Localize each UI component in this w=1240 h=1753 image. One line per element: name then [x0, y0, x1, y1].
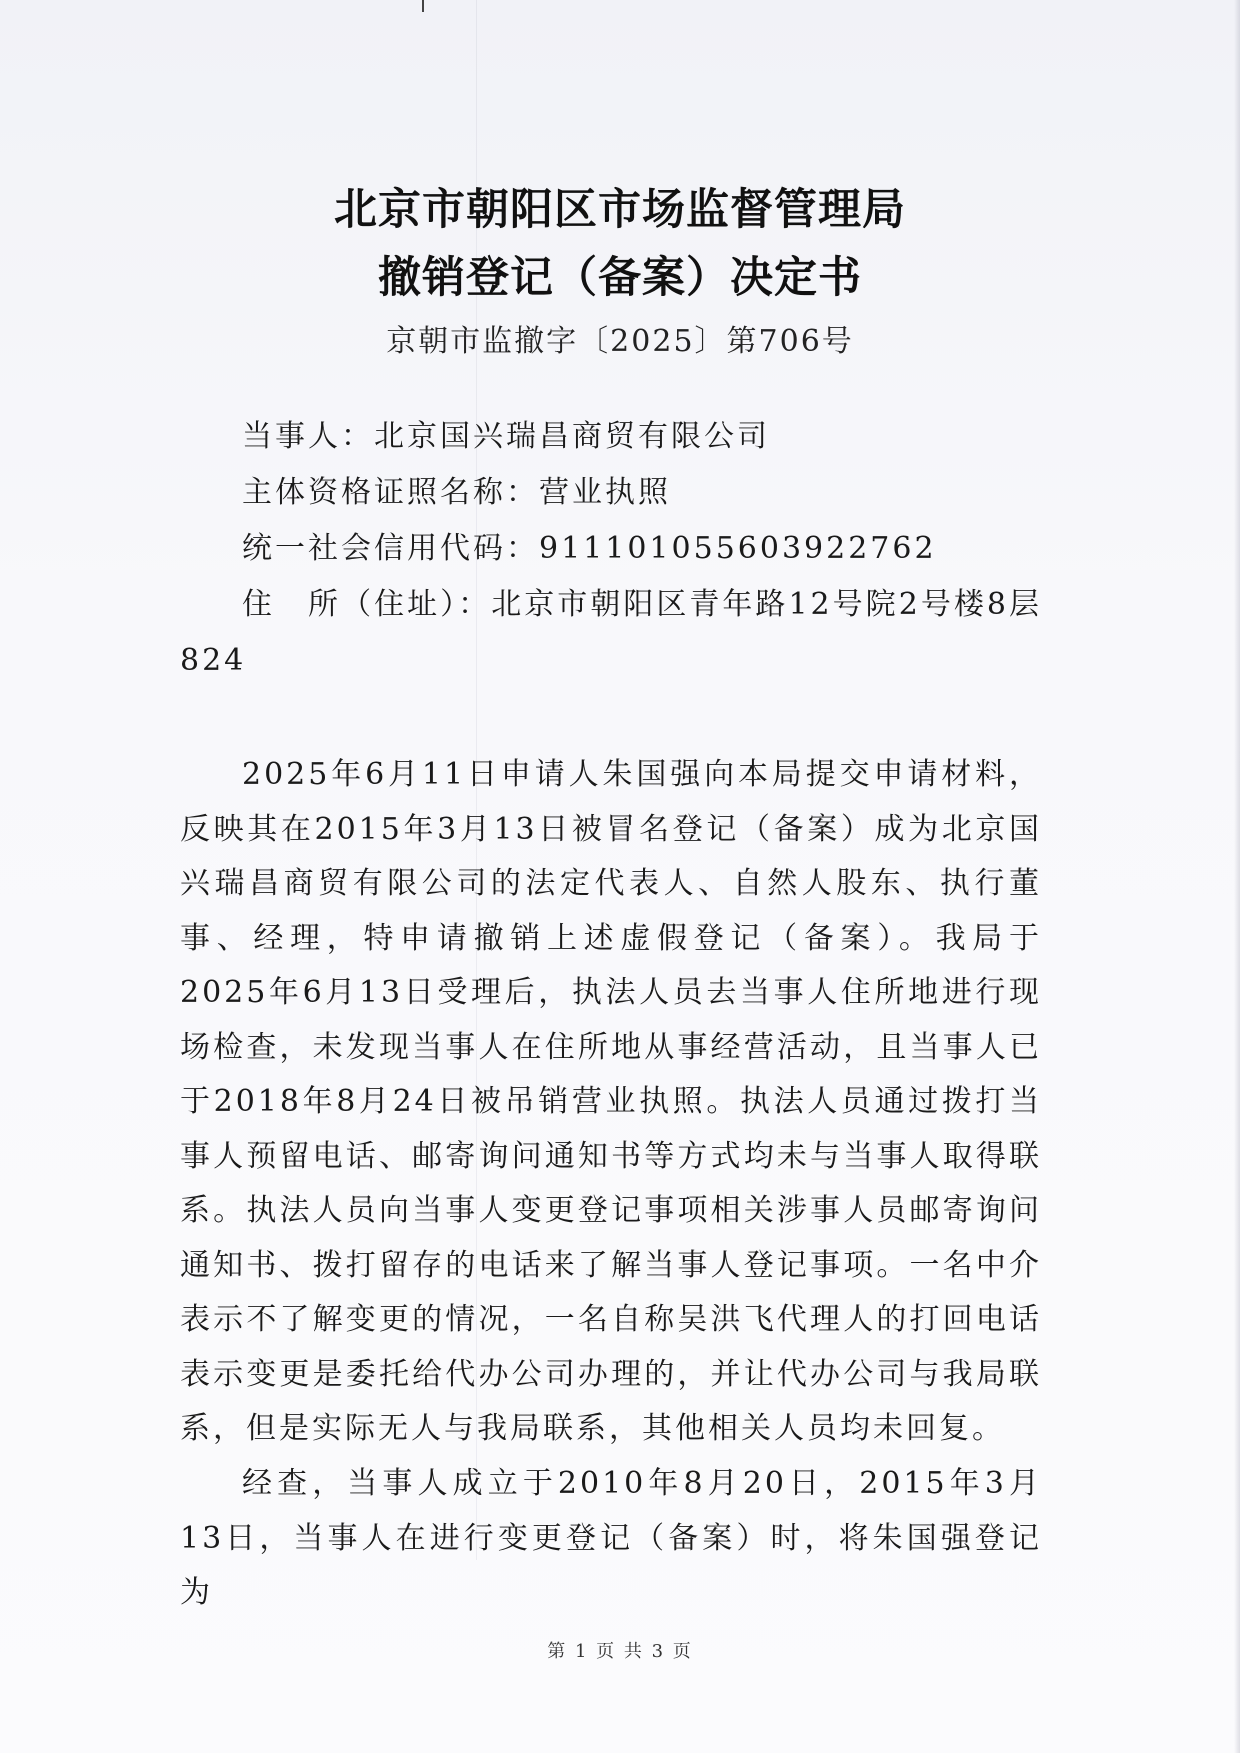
party-info-block	[180, 409, 1042, 689]
party-name-field: 当事人：北京国兴瑞昌商贸有限公司	[242, 419, 770, 454]
page-number-footer: 第 1 页 共 3 页	[547, 1641, 693, 1662]
license-name-field: 主体资格证照名称：营业执照	[242, 475, 671, 510]
document-number: 京朝市监撤字〔2025〕第706号	[386, 324, 854, 359]
body-paragraph-2: 经查，当事人成立于2010年8月20日，2015年3月13日，当事人在进行变更登记（备案）时，将朱国强登记为	[180, 1466, 1042, 1610]
address-field: 住 所（住址）：北京市朝阳区青年路12号院2号楼8层824	[180, 587, 1042, 678]
scan-top-mark	[422, 0, 424, 12]
document-title-line1: 北京市朝阳区市场监督管理局	[334, 185, 906, 235]
body-paragraph-1: 2025年6月11日申请人朱国强向本局提交申请材料，反映其在2015年3月13日被冒名登记（备案）成为北京国兴瑞昌商贸有限公司的法定代表人、自然人股东、执行董事、经理，特申请撤销上述虚假登记（备案）。我局于2025年6月13日受理后，执法人员去当事人住所地进行现场检查，未发现当事人在住所地从事经营活动，且当事人已于2018年8月24日被吊销营业执照。执法人员通过拨打当事人预留电话、邮寄询问通知书等方式均未与当事人取得联系。执法人员向当事人变更登记事项相关涉事人员邮寄询问通知书、拨打留存的电话来了解当事人登记事项。一名中介表示不了解变更的情况，一名自称吴洪飞代理人的打回电话表示变更是委托给代办公司办理的，并让代办公司与我局联系，但是实际无人与我局联系，其他相关人员均未回复。	[180, 757, 1042, 1446]
document-title-line2: 撤销登记（备案）决定书	[378, 253, 862, 303]
credit-code-field: 统一社会信用代码：911101055603922762	[242, 531, 937, 566]
